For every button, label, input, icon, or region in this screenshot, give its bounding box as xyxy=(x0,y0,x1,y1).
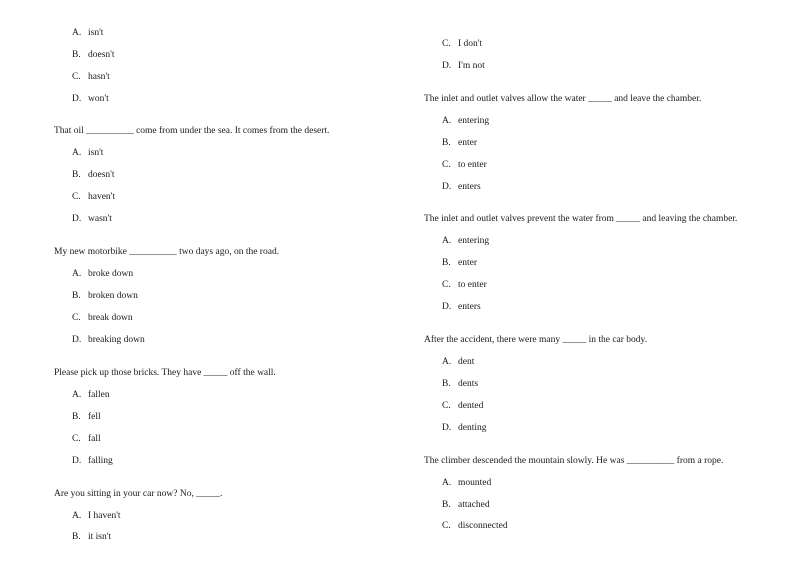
option-c xyxy=(72,191,115,203)
question-text: After the accident, there were many _____ in the car body. xyxy=(424,335,648,345)
question-text: The inlet and outlet valves allow the water _____ and leave the chamber. xyxy=(424,94,702,104)
option-letter: B. xyxy=(442,379,451,389)
option-letter: A. xyxy=(442,357,452,367)
option-c xyxy=(442,400,483,412)
option-letter: C. xyxy=(72,192,81,202)
option-text: wasn't xyxy=(88,214,112,224)
option-letter: A. xyxy=(72,148,82,158)
option-text: it isn't xyxy=(88,532,112,542)
option-text: fallen xyxy=(88,390,110,400)
option-text: doesn't xyxy=(88,50,115,60)
option-text: break down xyxy=(88,313,133,323)
option-letter: B. xyxy=(72,532,81,542)
option-a xyxy=(72,510,121,522)
option-a xyxy=(442,477,491,489)
option-text: enter xyxy=(458,138,477,148)
question-text: That oil __________ come from under the sea. It comes from the desert. xyxy=(54,126,330,136)
option-c xyxy=(442,38,482,50)
option-letter: B. xyxy=(72,50,81,60)
option-letter: A. xyxy=(72,28,82,38)
option-a xyxy=(72,147,103,159)
option-c xyxy=(442,520,508,532)
option-letter: D. xyxy=(442,302,452,312)
option-letter: C. xyxy=(72,434,81,444)
option-d xyxy=(72,213,112,225)
option-b xyxy=(442,378,478,390)
option-letter: C. xyxy=(72,72,81,82)
option-text: enter xyxy=(458,258,477,268)
option-text: doesn't xyxy=(88,170,115,180)
option-text: dent xyxy=(458,357,475,367)
option-text: fell xyxy=(88,412,101,422)
option-d xyxy=(72,93,109,105)
option-letter: B. xyxy=(72,170,81,180)
option-letter: C. xyxy=(442,521,451,531)
option-d xyxy=(442,422,487,434)
question-text: Please pick up those bricks. They have _____ off the wall. xyxy=(54,368,276,378)
option-letter: A. xyxy=(72,390,82,400)
option-text: hasn't xyxy=(88,72,110,82)
option-d xyxy=(442,301,481,313)
option-letter: C. xyxy=(442,160,451,170)
option-text: haven't xyxy=(88,192,116,202)
option-letter: D. xyxy=(72,214,82,224)
option-letter: A. xyxy=(442,116,452,126)
option-letter: B. xyxy=(442,258,451,268)
option-b xyxy=(72,411,101,423)
option-letter: C. xyxy=(442,280,451,290)
option-text: I haven't xyxy=(88,511,121,521)
option-letter: B. xyxy=(72,291,81,301)
option-letter: A. xyxy=(442,478,452,488)
option-c xyxy=(442,159,487,171)
option-d xyxy=(72,334,145,346)
option-letter: B. xyxy=(72,412,81,422)
option-text: enters xyxy=(458,302,481,312)
option-b xyxy=(72,49,115,61)
question-text: The climber descended the mountain slowly. He was __________ from a rope. xyxy=(424,456,724,466)
option-text: fall xyxy=(88,434,101,444)
option-a xyxy=(72,389,110,401)
option-c xyxy=(72,433,101,445)
option-text: broke down xyxy=(88,269,134,279)
option-b xyxy=(442,499,490,511)
option-text: disconnected xyxy=(458,521,508,531)
option-a xyxy=(442,356,474,368)
option-text: falling xyxy=(88,456,113,466)
option-text: entering xyxy=(458,236,490,246)
option-letter: A. xyxy=(442,236,452,246)
option-text: broken down xyxy=(88,291,138,301)
question-text: The inlet and outlet valves prevent the water from _____ and leaving the chamber. xyxy=(424,214,738,224)
option-text: isn't xyxy=(88,28,104,38)
option-letter: D. xyxy=(72,456,82,466)
option-text: isn't xyxy=(88,148,104,158)
option-a xyxy=(72,268,133,280)
option-b xyxy=(72,290,138,302)
option-text: to enter xyxy=(458,160,487,170)
option-letter: A. xyxy=(72,511,82,521)
option-letter: C. xyxy=(72,313,81,323)
option-c xyxy=(72,71,110,83)
question-text: My new motorbike __________ two days ago, on the road. xyxy=(54,247,280,257)
option-letter: C. xyxy=(442,39,451,49)
option-letter: B. xyxy=(442,138,451,148)
option-text: breaking down xyxy=(88,335,145,345)
option-text: denting xyxy=(458,423,487,433)
option-b xyxy=(72,169,115,181)
option-d xyxy=(72,455,113,467)
option-a xyxy=(442,115,489,127)
option-letter: D. xyxy=(442,61,452,71)
question-text: Are you sitting in your car now? No, _____. xyxy=(54,489,223,499)
option-a xyxy=(442,235,489,247)
option-b xyxy=(442,137,477,149)
option-c xyxy=(442,279,487,291)
option-text: I don't xyxy=(458,39,483,49)
option-d xyxy=(442,60,485,72)
option-letter: D. xyxy=(442,182,452,192)
option-d xyxy=(442,181,481,193)
option-letter: A. xyxy=(72,269,82,279)
option-b xyxy=(442,257,477,269)
option-b xyxy=(72,531,111,543)
option-letter: B. xyxy=(442,500,451,510)
option-text: attached xyxy=(458,500,490,510)
option-a xyxy=(72,27,103,39)
option-c xyxy=(72,312,133,324)
option-letter: D. xyxy=(442,423,452,433)
option-text: dented xyxy=(458,401,484,411)
option-text: enters xyxy=(458,182,481,192)
option-letter: D. xyxy=(72,335,82,345)
option-text: entering xyxy=(458,116,490,126)
option-text: won't xyxy=(88,94,109,104)
option-text: mounted xyxy=(458,478,492,488)
option-letter: D. xyxy=(72,94,82,104)
option-text: to enter xyxy=(458,280,487,290)
option-letter: C. xyxy=(442,401,451,411)
option-text: I'm not xyxy=(458,61,485,71)
option-text: dents xyxy=(458,379,479,389)
